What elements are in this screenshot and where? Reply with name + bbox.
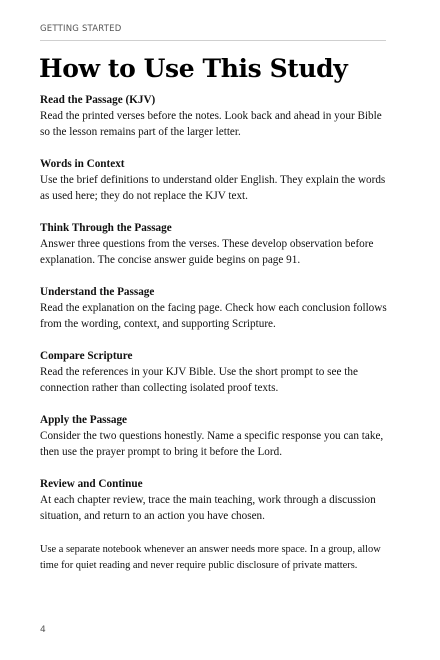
section-heading: Think Through the Passage [40, 222, 172, 234]
section-text: Consider the two questions honestly. Name a specific response you can take, then use the prayer prompt to bring it before the Lord. [40, 430, 384, 458]
section-heading: Review and Continue [40, 478, 143, 490]
section-text: Read the printed verses before the notes. Look back and ahead in your Bible so the lesson remains part of the larger letter. [40, 110, 382, 138]
header-divider [40, 40, 386, 41]
section-heading: Apply the Passage [40, 414, 128, 426]
section-text: Read the explanation on the facing page. Check how each conclusion follows from the wording, context, and supporting Scripture. [40, 302, 387, 330]
closing-note: Use a separate notebook whenever an answer needs more space. In a group, allow time for quiet reading and never require public disclosure of private matters. [40, 544, 381, 571]
section-text: Read the references in your KJV Bible. Use the short prompt to see the connection rather than collecting isolated proof texts. [40, 366, 358, 394]
section-understand [40, 284, 390, 332]
section-text: Use the brief definitions to understand older English. They explain the words as used here; they do not replace the KJV text. [40, 174, 386, 202]
running-header: GETTING STARTED [40, 24, 122, 34]
section-apply [40, 412, 390, 460]
section-read-the-passage [40, 92, 390, 140]
section-text: At each chapter review, trace the main teaching, work through a discussion situation, and return to an action you have chosen. [40, 494, 376, 522]
page-number: 4 [40, 625, 46, 635]
page-body [40, 92, 390, 574]
section-think-through [40, 220, 390, 268]
section-review [40, 476, 390, 524]
section-heading: Understand the Passage [40, 286, 155, 298]
section-heading: Compare Scripture [40, 350, 133, 362]
section-heading: Read the Passage (KJV) [40, 94, 156, 106]
section-text: Answer three questions from the verses. These develop observation before explanation. The concise answer guide begins on page 91. [40, 238, 374, 266]
page-title: How to Use This Study [39, 54, 348, 83]
section-words-in-context [40, 156, 390, 204]
section-heading: Words in Context [40, 158, 125, 170]
section-compare-scripture [40, 348, 390, 396]
